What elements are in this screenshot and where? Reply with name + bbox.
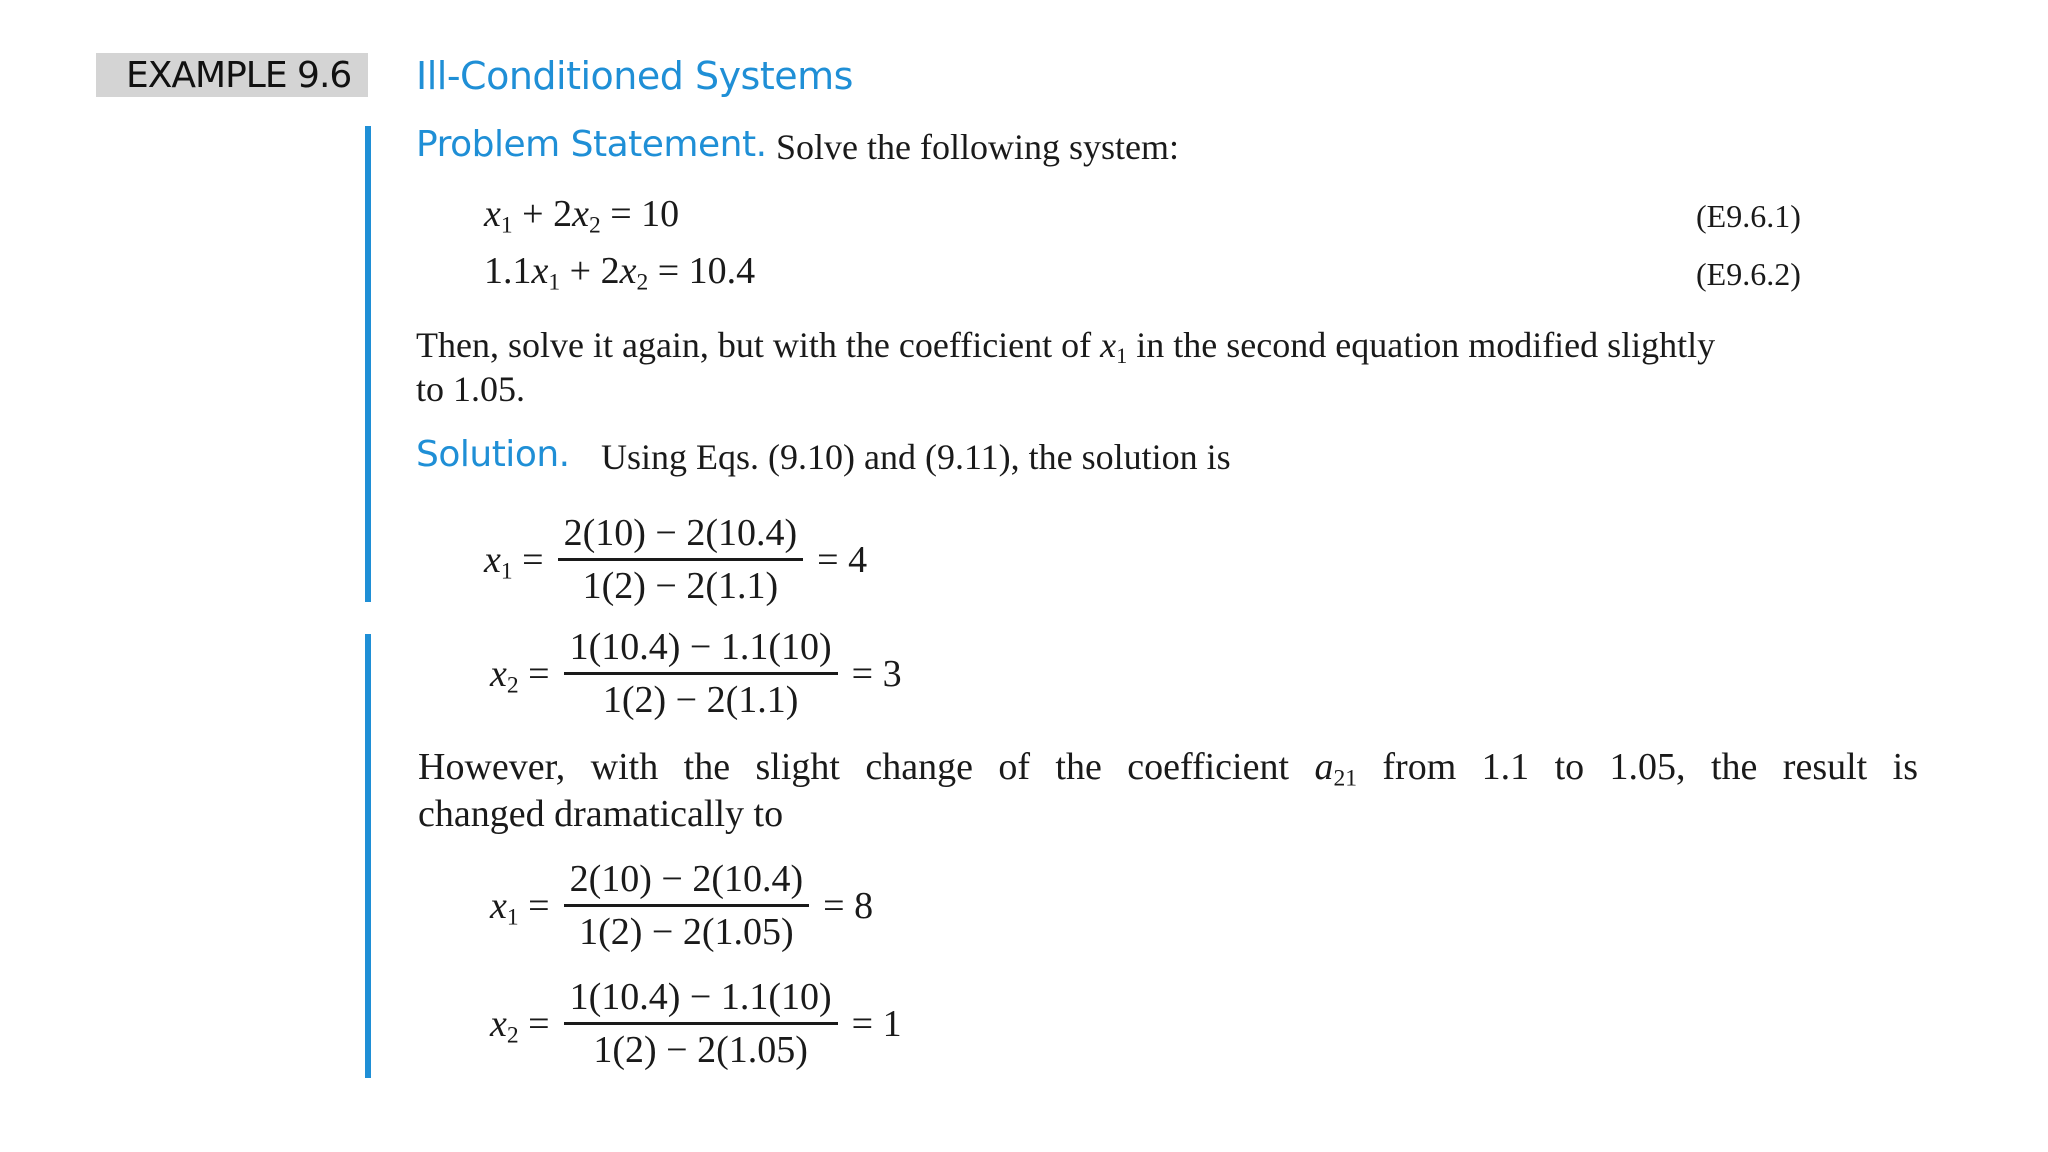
problem-intro: Solve the following system:	[776, 127, 1179, 167]
result: = 1	[851, 1002, 902, 1045]
lhs: $x_1$ =	[490, 884, 550, 931]
lhs: $x_1$ =	[484, 538, 544, 585]
result: = 3	[851, 652, 902, 695]
solution-heading: Solution.	[416, 434, 570, 475]
equation-tag-e962: (E9.6.2)	[1696, 256, 1801, 292]
solution-x2-first	[490, 622, 902, 725]
numerator: 1(10.4) − 1.1(10)	[569, 626, 832, 668]
however-line1: However, with the slight change of the coefficient $a_{21}$ from 1.1 to 1.05, the result is	[418, 746, 1918, 792]
lhs: $x_2$ =	[490, 652, 550, 699]
problem-heading: Problem Statement.	[416, 124, 767, 165]
fraction	[564, 854, 810, 957]
result: = 8	[823, 884, 874, 927]
solution-x1-second	[490, 854, 873, 957]
equation-tag-e961: (E9.6.1)	[1696, 198, 1801, 234]
followup-line2: to 1.05.	[416, 369, 526, 409]
solution-x1-first	[484, 508, 867, 611]
example-label: EXAMPLE 9.6	[126, 55, 352, 96]
denominator: 1(2) − 2(1.1)	[582, 565, 779, 607]
lhs: $x_2$ =	[490, 1002, 550, 1049]
numerator: 2(10) − 2(10.4)	[563, 512, 798, 554]
numerator: 2(10) − 2(10.4)	[569, 858, 804, 900]
accent-bar-top	[365, 126, 371, 602]
example-title: Ill-Conditioned Systems	[416, 54, 853, 98]
numerator: 1(10.4) − 1.1(10)	[569, 976, 832, 1018]
fraction	[558, 508, 804, 611]
accent-bar-bottom	[365, 634, 371, 1078]
denominator: 1(2) − 2(1.05)	[579, 911, 794, 953]
fraction	[564, 622, 838, 725]
followup-line1: Then, solve it again, but with the coefficient of $x_1$ in the second equation modified slightly	[416, 325, 1716, 369]
denominator: 1(2) − 2(1.05)	[593, 1029, 808, 1071]
however-line2: changed dramatically to	[418, 793, 784, 835]
solution-intro: Using Eqs. (9.10) and (9.11), the solution is	[601, 437, 1231, 477]
solution-x2-second	[490, 972, 902, 1075]
equation-e962: $1.1x_1 + 2x_2 = 10.4$	[484, 250, 756, 296]
denominator: 1(2) − 2(1.1)	[602, 679, 799, 721]
result: = 4	[817, 538, 868, 581]
equation-e961: $x_1 + 2x_2 = 10$	[484, 193, 680, 239]
fraction	[564, 972, 838, 1075]
